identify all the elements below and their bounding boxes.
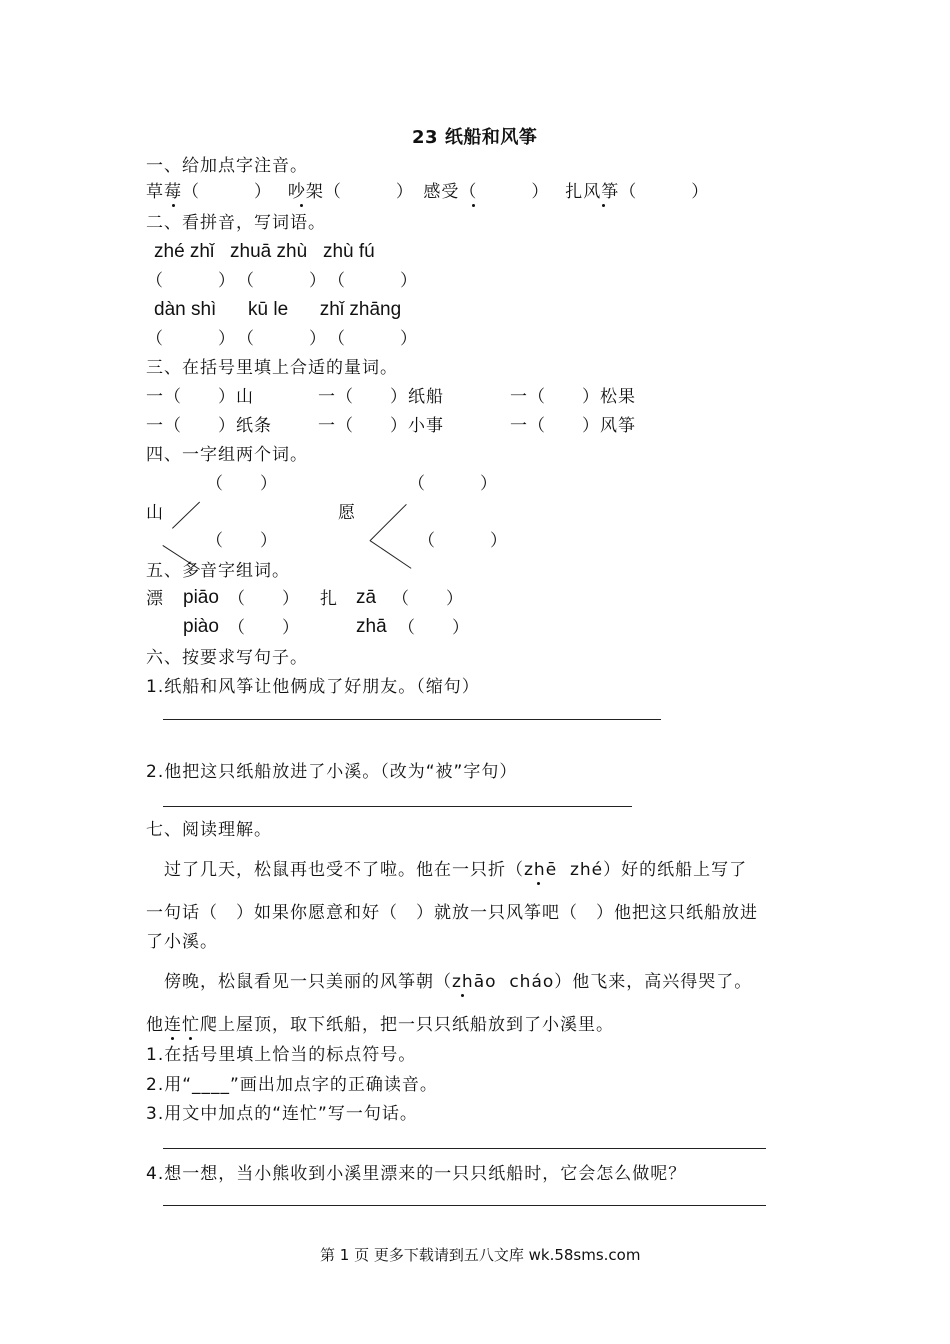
section-2-heading: 二、看拼音，写词语。 <box>146 213 326 233</box>
section-7-heading: 七、阅读理解。 <box>146 820 272 840</box>
answer-line[interactable] <box>163 719 661 720</box>
section-1-heading: 一、给加点字注音。 <box>146 156 308 176</box>
word-bracket: （ ） <box>206 531 278 551</box>
emphasis-dot <box>189 1037 192 1040</box>
measure-word-6: 一（ ）风筝 <box>510 416 636 436</box>
pinyin-row-1: zhé zhǐ zhuā zhù zhù fú <box>154 241 375 262</box>
sentence-question-1: 1.纸船和风筝让他俩成了好朋友。（缩句） <box>146 677 480 697</box>
polyphone-char-1: 漂 <box>146 589 164 609</box>
polyphone-pinyin: zhā <box>356 616 387 637</box>
word-bracket: （ ） <box>392 589 464 609</box>
emphasis-dot <box>300 204 303 207</box>
polyphone-pinyin: piāo <box>183 587 219 608</box>
base-char-2: 愿 <box>338 503 356 523</box>
measure-word-1: 一（ ）山 <box>146 387 254 407</box>
word-bracket: （ ） <box>398 618 470 638</box>
polyphone-pinyin: zā <box>356 587 377 608</box>
pinyin-row-2: dàn shì kū le zhǐ zhāng <box>154 299 402 320</box>
connector-line <box>369 540 411 569</box>
section-6-heading: 六、按要求写句子。 <box>146 648 308 668</box>
answer-line[interactable] <box>163 1205 766 1206</box>
reading-question-4: 4.想一想，当小熊收到小溪里漂来的一只只纸船时，它会怎么做呢？ <box>146 1164 687 1184</box>
sentence-question-2: 2.他把这只纸船放进了小溪。（改为“被”字句） <box>146 762 518 782</box>
reading-question-1: 1.在括号里填上恰当的标点符号。 <box>146 1045 417 1065</box>
emphasis-dot <box>472 204 475 207</box>
bracket-row-2: （ ） （ ） （ ） <box>146 329 418 349</box>
emphasis-dot <box>602 204 605 207</box>
page-title: 23 纸船和风筝 <box>412 127 538 148</box>
word-bracket: （ ） <box>418 531 508 551</box>
base-char-1: 山 <box>146 503 164 523</box>
passage-line: 他连忙爬上屋顶，取下纸船，把一只只纸船放到了小溪里。 <box>146 1015 614 1035</box>
reading-question-3: 3.用文中加点的“连忙”写一句话。 <box>146 1104 418 1124</box>
passage-line: 傍晚，松鼠看见一只美丽的风筝朝（zhāo cháo）他飞来，高兴得哭了。 <box>146 972 753 992</box>
connector-line <box>370 504 407 541</box>
polyphone-pinyin: piào <box>183 616 219 637</box>
emphasis-dot <box>537 882 540 885</box>
emphasis-dot <box>461 994 464 997</box>
answer-line[interactable] <box>163 806 632 807</box>
measure-word-2: 一（ ）纸船 <box>318 387 444 407</box>
word-bracket: （ ） <box>206 474 278 494</box>
measure-word-5: 一（ ）小事 <box>318 416 444 436</box>
word-bracket: （ ） <box>228 618 300 638</box>
bracket-row-1: （ ） （ ） （ ） <box>146 271 418 291</box>
section-4-heading: 四、一字组两个词。 <box>146 445 308 465</box>
passage-line: 了小溪。 <box>146 932 218 952</box>
section-5-heading: 五、多音字组词。 <box>146 561 290 581</box>
section-3-heading: 三、在括号里填上合适的量词。 <box>146 358 398 378</box>
measure-word-3: 一（ ）松果 <box>510 387 636 407</box>
polyphone-char-2: 扎 <box>320 589 338 609</box>
passage-line: 一句话（ ）如果你愿意和好（ ）就放一只风筝吧（ ）他把这只纸船放进 <box>146 903 758 923</box>
connector-line <box>172 502 200 529</box>
word-bracket: （ ） <box>228 589 300 609</box>
emphasis-dot <box>172 204 175 207</box>
passage-line: 过了几天，松鼠再也受不了啦。他在一只折（zhē zhé）好的纸船上写了 <box>146 860 748 880</box>
section-1-line: 草莓（ ） 吵架（ ） 感受（ ） 扎风筝（ ） <box>146 182 710 202</box>
word-bracket: （ ） <box>408 474 498 494</box>
reading-question-2: 2.用“____”画出加点字的正确读音。 <box>146 1075 438 1095</box>
measure-word-4: 一（ ）纸条 <box>146 416 272 436</box>
page-footer: 第 1 页 更多下载请到五八文库 wk.58sms.com <box>320 1246 641 1264</box>
answer-line[interactable] <box>163 1148 766 1149</box>
emphasis-dot <box>171 1037 174 1040</box>
